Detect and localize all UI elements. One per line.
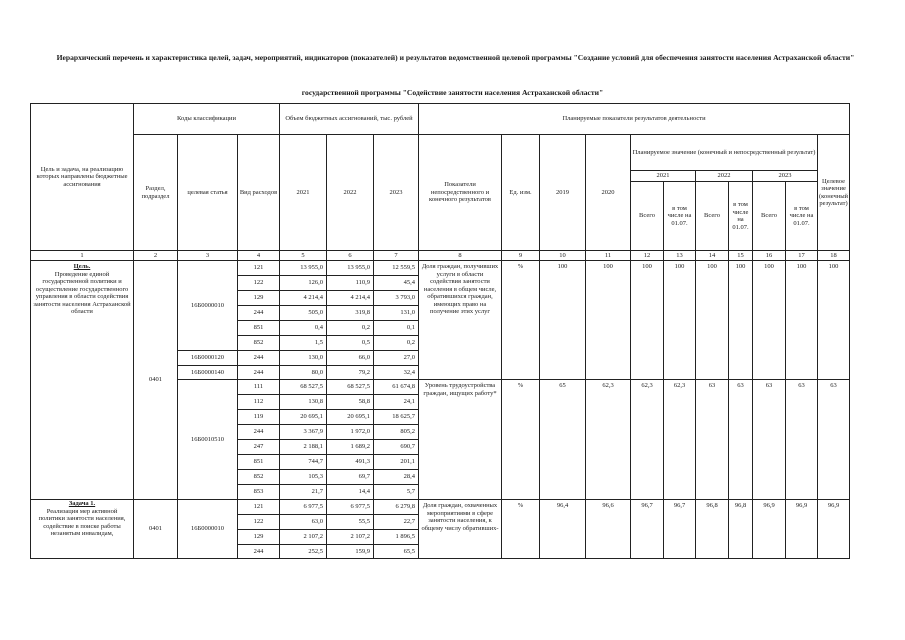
header-target-article: целевая статья [178, 135, 238, 251]
task-text: Реализация мер активной политики занятости населения, содействие в поиске работы незанятым инвалидам, [38, 507, 126, 537]
task-cell [31, 500, 134, 559]
budget-2023: 690,7 [374, 440, 419, 455]
indicator-total-2021: 62,3 [631, 380, 664, 500]
expense-type: 129 [238, 530, 280, 545]
header-total-2022: Всего [696, 182, 729, 251]
budget-2021: 63,0 [280, 515, 327, 530]
col-number: 5 [280, 251, 327, 261]
indicator-half-2021: 100 [664, 261, 696, 380]
target-article: 16Б0000010 [178, 261, 238, 351]
expense-type: 244 [238, 351, 280, 366]
header-unit: Ед. изм. [502, 135, 540, 251]
budget-2023: 45,4 [374, 276, 419, 291]
header-codes: Коды классификации [134, 104, 280, 135]
budget-2021: 505,0 [280, 306, 327, 321]
target-article: 16Б0000120 [178, 351, 238, 366]
col-number: 3 [178, 251, 238, 261]
budget-2022: 20 695,1 [327, 410, 374, 425]
indicator-total-2022: 100 [696, 261, 729, 380]
budget-2023: 65,5 [374, 545, 419, 559]
header-planned-2021: 2021 [631, 171, 696, 182]
budget-2022: 1 972,0 [327, 425, 374, 440]
budget-2023: 61 674,8 [374, 380, 419, 395]
section-code: 0401 [134, 500, 178, 559]
budget-2023: 0,2 [374, 336, 419, 351]
indicator-2019: 96,4 [540, 500, 586, 559]
header-budget: Объем бюджетных ассигнований, тыс. рублей [280, 104, 419, 135]
indicator-2020: 96,6 [586, 500, 631, 559]
table-row [31, 500, 850, 515]
budget-2022: 13 955,0 [327, 261, 374, 276]
col-number: 12 [631, 251, 664, 261]
header-incl-2021: в том числе на 01.07. [664, 182, 696, 251]
budget-2023: 6 279,8 [374, 500, 419, 515]
col-number: 1 [31, 251, 134, 261]
target-article: 16Б0000140 [178, 366, 238, 380]
budget-2021: 20 695,1 [280, 410, 327, 425]
header-incl-2023: в том числе на 01.07. [786, 182, 818, 251]
budget-2022: 110,9 [327, 276, 374, 291]
indicator-total-2022: 63 [696, 380, 729, 500]
budget-2022: 0,5 [327, 336, 374, 351]
budget-2021: 2 107,2 [280, 530, 327, 545]
header-incl-2022: в том числе на 01.07. [729, 182, 753, 251]
indicator-target: 63 [818, 380, 850, 500]
indicator-2020: 62,3 [586, 380, 631, 500]
indicator-text: Доля граждан, охваченных мероприятиями в сфере занятости населения, к общему числу обративших- [419, 500, 502, 559]
expense-type: 121 [238, 261, 280, 276]
col-number: 13 [664, 251, 696, 261]
col-number: 2 [134, 251, 178, 261]
expense-type: 122 [238, 276, 280, 291]
goal-cell [31, 261, 134, 500]
task-label: Задача 1. [68, 500, 96, 507]
header-2020: 2020 [586, 135, 631, 251]
header-expense-type: Вид расходов [238, 135, 280, 251]
budget-2023: 131,0 [374, 306, 419, 321]
budget-2022: 55,5 [327, 515, 374, 530]
col-number: 8 [419, 251, 502, 261]
indicator-text: Доля граждан, получивших услуги в области содействия занятости населения в общем числе, обратившихся граждан, имеющих право на получение этих услуг [419, 261, 502, 380]
document-title: Иерархический перечень и характеристика целей, задач, мероприятий, индикаторов (показателей) и результатов ведомственной целевой программы "Создание условий для обеспечения занятости населения Астраханской области" [56, 53, 855, 62]
expense-type: 112 [238, 395, 280, 410]
target-article: 16Б0010510 [178, 380, 238, 500]
budget-2021: 130,8 [280, 395, 327, 410]
col-number: 14 [696, 251, 729, 261]
col-number: 9 [502, 251, 540, 261]
budget-2021: 68 527,5 [280, 380, 327, 395]
col-number: 4 [238, 251, 280, 261]
budget-2021: 3 367,9 [280, 425, 327, 440]
expense-type: 852 [238, 336, 280, 351]
indicator-half-2023: 100 [786, 261, 818, 380]
indicator-half-2021: 96,7 [664, 500, 696, 559]
expense-type: 851 [238, 321, 280, 336]
indicator-half-2023: 63 [786, 380, 818, 500]
budget-2022: 58,8 [327, 395, 374, 410]
budget-2022: 2 107,2 [327, 530, 374, 545]
budget-2022: 491,3 [327, 455, 374, 470]
col-number: 11 [586, 251, 631, 261]
budget-2022: 4 214,4 [327, 291, 374, 306]
header-2019: 2019 [540, 135, 586, 251]
budget-2022: 68 527,5 [327, 380, 374, 395]
expense-type: 122 [238, 515, 280, 530]
indicator-unit: % [502, 380, 540, 500]
indicator-total-2021: 96,7 [631, 500, 664, 559]
col-number: 6 [327, 251, 374, 261]
indicator-total-2021: 100 [631, 261, 664, 380]
budget-2023: 1 896,5 [374, 530, 419, 545]
budget-2021: 252,5 [280, 545, 327, 559]
budget-2021: 1,5 [280, 336, 327, 351]
indicator-half-2022: 63 [729, 380, 753, 500]
budget-2021: 4 214,4 [280, 291, 327, 306]
budget-2022: 6 977,5 [327, 500, 374, 515]
expense-type: 244 [238, 425, 280, 440]
table-row [31, 261, 850, 276]
col-number: 16 [753, 251, 786, 261]
budget-2023: 201,1 [374, 455, 419, 470]
budget-2021: 105,3 [280, 470, 327, 485]
expense-type: 129 [238, 291, 280, 306]
budget-2022: 0,2 [327, 321, 374, 336]
budget-2021: 2 188,1 [280, 440, 327, 455]
indicator-target: 100 [818, 261, 850, 380]
expense-type: 852 [238, 470, 280, 485]
budget-2023: 18 625,7 [374, 410, 419, 425]
goal-label: Цель. [73, 263, 91, 270]
expense-type: 111 [238, 380, 280, 395]
indicator-total-2023: 100 [753, 261, 786, 380]
program-table [30, 103, 850, 559]
budget-2022: 159,9 [327, 545, 374, 559]
header-planned: Планируемые показатели результатов деятельности [419, 104, 850, 135]
indicator-total-2023: 63 [753, 380, 786, 500]
expense-type: 244 [238, 306, 280, 321]
budget-2023: 12 559,5 [374, 261, 419, 276]
budget-2023: 32,4 [374, 366, 419, 380]
section-code: 0401 [134, 261, 178, 500]
col-number: 7 [374, 251, 419, 261]
budget-2023: 805,2 [374, 425, 419, 440]
budget-2023: 0,1 [374, 321, 419, 336]
header-planned-2022: 2022 [696, 171, 753, 182]
budget-2023: 24,1 [374, 395, 419, 410]
indicator-half-2023: 96,9 [786, 500, 818, 559]
indicator-half-2021: 62,3 [664, 380, 696, 500]
expense-type: 853 [238, 485, 280, 500]
budget-2023: 28,4 [374, 470, 419, 485]
header-2022: 2022 [327, 135, 374, 251]
budget-2021: 0,4 [280, 321, 327, 336]
budget-2023: 5,7 [374, 485, 419, 500]
header-planned-value: Планируемое значение (конечный и непосредственный результат) [631, 135, 818, 171]
indicator-half-2022: 96,8 [729, 500, 753, 559]
indicator-target: 96,9 [818, 500, 850, 559]
budget-2021: 130,0 [280, 351, 327, 366]
header-target-value: Целевое значение (конечный результат) [818, 135, 850, 251]
header-goal-task: Цель и задача, на реализацию которых направлены бюджетные ассигнования [31, 104, 134, 251]
col-number: 17 [786, 251, 818, 261]
indicator-total-2022: 96,8 [696, 500, 729, 559]
budget-2023: 3 793,0 [374, 291, 419, 306]
header-total-2021: Всего [631, 182, 664, 251]
expense-type: 121 [238, 500, 280, 515]
budget-2021: 126,0 [280, 276, 327, 291]
budget-2023: 22,7 [374, 515, 419, 530]
col-number: 10 [540, 251, 586, 261]
budget-2022: 66,0 [327, 351, 374, 366]
target-article: 16Б0000010 [178, 500, 238, 559]
budget-2022: 1 689,2 [327, 440, 374, 455]
budget-2021: 6 977,5 [280, 500, 327, 515]
expense-type: 244 [238, 545, 280, 559]
indicator-half-2022: 100 [729, 261, 753, 380]
indicator-total-2023: 96,9 [753, 500, 786, 559]
column-numbers-row [31, 251, 850, 261]
indicator-unit: % [502, 500, 540, 559]
header-2021: 2021 [280, 135, 327, 251]
indicator-2019: 65 [540, 380, 586, 500]
budget-2021: 744,7 [280, 455, 327, 470]
expense-type: 247 [238, 440, 280, 455]
header-planned-2023: 2023 [753, 171, 818, 182]
header-total-2023: Всего [753, 182, 786, 251]
indicator-2020: 100 [586, 261, 631, 380]
expense-type: 119 [238, 410, 280, 425]
budget-2021: 21,7 [280, 485, 327, 500]
budget-2021: 13 955,0 [280, 261, 327, 276]
expense-type: 851 [238, 455, 280, 470]
budget-2022: 79,2 [327, 366, 374, 380]
budget-2022: 69,7 [327, 470, 374, 485]
expense-type: 244 [238, 366, 280, 380]
indicator-unit: % [502, 261, 540, 380]
col-number: 18 [818, 251, 850, 261]
col-number: 15 [729, 251, 753, 261]
budget-2021: 80,0 [280, 366, 327, 380]
header-indicator: Показатели непосредственного и конечного результатов [419, 135, 502, 251]
goal-text: Проведение единой государственной политики и осуществление государственного управления в области содействия занятости населения Астраханской области [33, 270, 131, 315]
budget-2023: 27,0 [374, 351, 419, 366]
header-section: Раздел, подраздел [134, 135, 178, 251]
indicator-2019: 100 [540, 261, 586, 380]
document-subtitle: государственной программы "Содействие занятости населения Астраханской области" [301, 88, 604, 97]
header-2023: 2023 [374, 135, 419, 251]
indicator-text: Уровень трудоустройства граждан, ищущих работу* [419, 380, 502, 500]
budget-2022: 14,4 [327, 485, 374, 500]
budget-2022: 319,8 [327, 306, 374, 321]
